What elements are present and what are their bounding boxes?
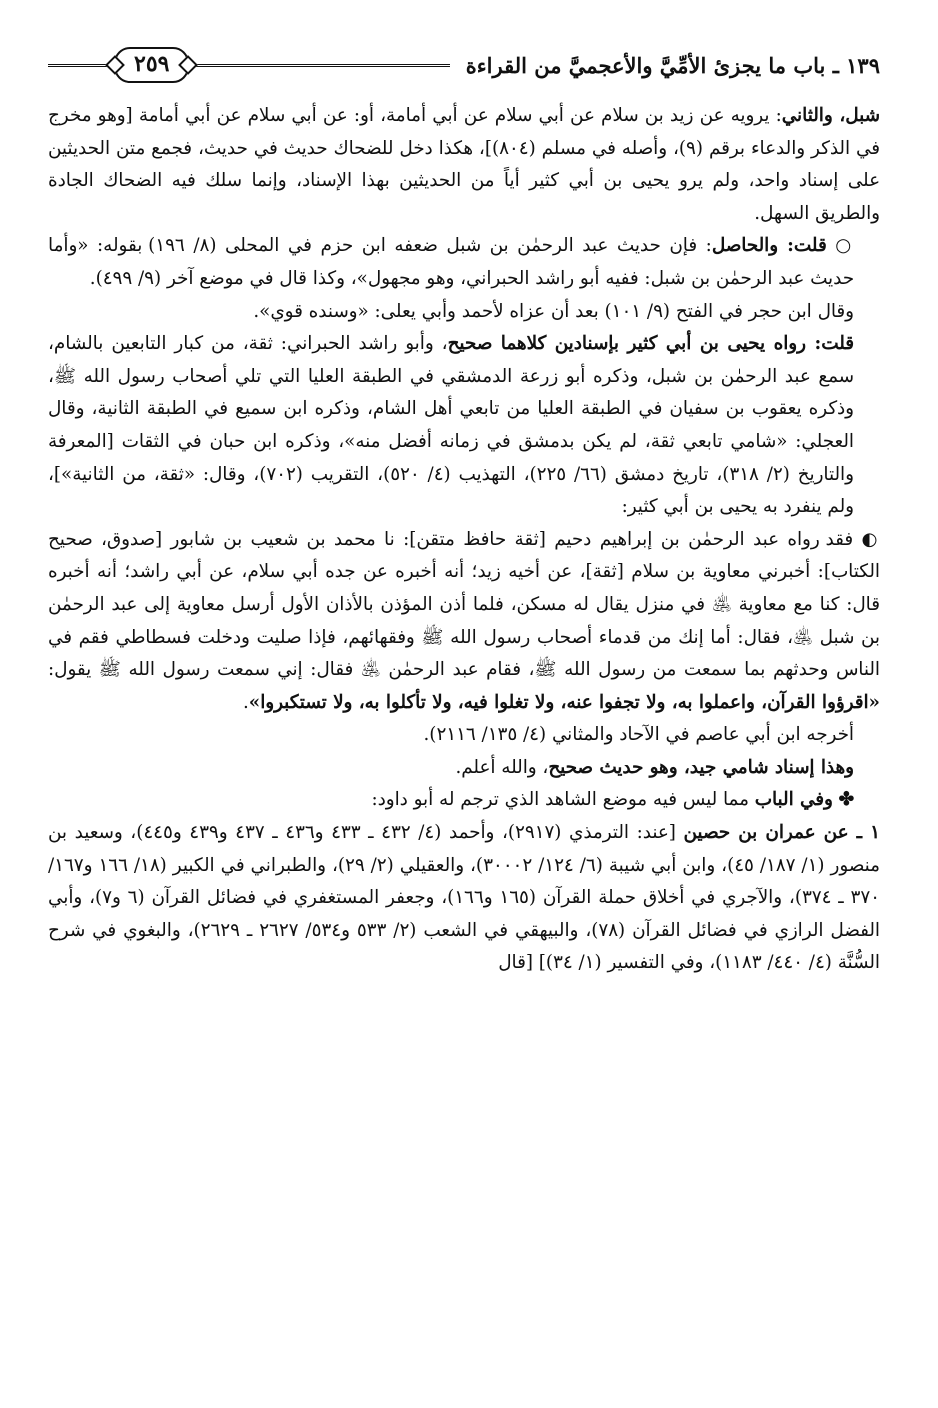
flower-bullet-icon: ✤	[838, 789, 854, 811]
page-number: ٢٥٩	[114, 47, 189, 83]
paragraph-7	[48, 752, 880, 785]
paragraph-5	[48, 524, 880, 720]
page-header	[48, 38, 880, 92]
paragraph-text: ، وأبو راشد الحبراني: ثقة، من كبار التابعين بالشام، سمع عبد الرحمٰن بن شبل، وذكره أبو زرعة الدمشقي في الطبقة العليا التي تلي أصحاب رسول الله ﷺ، وذكره يعقوب بن سفيان في الطبقة العليا من تابعي أهل الشام، وذكره ابن سميع في الطبقة الثانية، وقال العجلي: «شامي تابعي ثقة، لم يكن بدمشق في زمانه أفضل منه»، وذكره ابن حبان في الثقات [المعرفة والتاريخ (٢/ ٣١٨)، تاريخ دمشق (٦٦/ ٢٢٥)، التهذيب (٤/ ٥٢٠)، التقريب (٧٠٢)، وقال: «ثقة، من الثانية»]، ولم ينفرد به يحيى بن أبي كثير:	[48, 333, 854, 518]
paragraph-1	[48, 100, 880, 230]
paragraph-4	[48, 328, 880, 524]
header-rule-end	[48, 64, 108, 67]
bold-lead: قلت: والحاصل	[711, 235, 827, 257]
paragraph-text: : فإن حديث عبد الرحمٰن بن شبل ضعفه ابن حزم في المحلى (٨/ ١٩٦) بقوله: «وأما حديث عبد الرحمٰن بن شبل: ففيه أبو راشد الحبراني، وهو مجهول»، وكذا قال في موضع آخر (٩/ ٤٩٩).	[48, 235, 854, 289]
circle-bullet-icon: ○	[835, 235, 854, 257]
paragraph-3	[48, 296, 880, 329]
header-rule	[195, 64, 449, 67]
paragraph-text: مما ليس فيه موضع الشاهد الذي ترجم له أبو داود:	[371, 789, 755, 811]
paragraph-6	[48, 719, 880, 752]
bold-lead: وفي الباب	[754, 789, 833, 811]
chapter-title: ١٣٩ ـ باب ما يجزئ الأمِّيَّ والأعجميَّ من القراءة	[465, 52, 880, 78]
section-bullet-icon: ◐	[861, 528, 880, 550]
paragraph-8	[48, 784, 880, 817]
bold-lead: وهذا إسناد شامي جيد، وهو حديث صحيح	[548, 756, 854, 778]
paragraph-text: وقال ابن حجر في الفتح (٩/ ١٠١) بعد أن عزاه لأحمد وأبي يعلى: «وسنده قوي».	[253, 300, 854, 322]
bold-lead: ١ ـ عن عمران بن حصين	[683, 822, 880, 844]
paragraph-text: فقد رواه عبد الرحمٰن بن إبراهيم دحيم [ثقة حافظ متقن]: نا محمد بن شعيب بن شابور [صدوق، صحيح الكتاب]: أخبرني معاوية بن سلام [ثقة]، عن أخيه زيد؛ أنه أخبره عن جده أبي سلام، عن أبي راشد؛ أنه أخبره قال: كنا مع معاوية ﵁ في منزل يقال له مسكن، فلما أذن المؤذن بالأذان الأول أرسل معاوية إلى عبد الرحمٰن بن شبل ﵁، فقال: أما إنك من قدماء أصحاب رسول الله ﷺ وفقهائهم، فإذا صليت ودخلت فسطاطي فقم في الناس وحدثهم بما سمعت من رسول الله ﷺ، فقام عبد الرحمٰن ﵁ فقال: إني سمعت رسول الله ﷺ يقول:	[48, 528, 880, 681]
page-body	[48, 100, 880, 980]
paragraph-2	[48, 230, 880, 295]
paragraph-9	[48, 817, 880, 980]
paragraph-text: : يرويه عن زيد بن سلام عن أبي سلام عن أبي أمامة، أو: عن أبي سلام عن أبي أمامة [وهو مخرج في الذكر والدعاء برقم (٩)، وأصله في مسلم (٨٠٤)]، هكذا دخل للضحاك حديث في حديث، فجمع متن الحديثين على إسناد واحد، ولم يرو يحيى بن أبي كثير أياً من الحديثين بهذا الإسناد، وإنما سلك فيه الضحاك الجادة والطريق السهل.	[48, 105, 880, 224]
bold-lead: شبل، والثاني	[781, 105, 880, 126]
bold-lead: قلت: رواه يحيى بن أبي كثير بإسنادين كلاهما صحيح	[447, 333, 854, 355]
paragraph-text: ، والله أعلم.	[455, 756, 549, 778]
paragraph-tail: .	[242, 691, 249, 713]
paragraph-text: أخرجه ابن أبي عاصم في الآحاد والمثاني (٤/ ١٣٥/ ٢١١٦).	[423, 724, 854, 746]
hadith-quote: «اقرؤوا القرآن، واعملوا به، ولا تجفوا عنه، ولا تغلوا فيه، ولا تأكلوا به، ولا تستكبروا»	[248, 691, 880, 713]
paragraph-text: [عند: الترمذي (٢٩١٧)، وأحمد (٤/ ٤٣٢ ـ ٤٣٣ و٤٣٦ ـ ٤٣٧ و٤٣٩ و٤٤٥)، وسعيد بن منصور (١/ ١٨٧/ ٤٥)، وابن أبي شيبة (٦/ ١٢٤/ ٣٠٠٠٢)، والعقيلي (٢/ ٢٩)، والطبراني في الكبير (١٨/ ١٦٦ و١٦٧/ ٣٧٠ ـ ٣٧٤)، والآجري في أخلاق حملة القرآن (١٦٥ و١٦٦)، وجعفر المستغفري في فضائل القرآن (٦ و٧)، وأبي الفضل الرازي في فضائل القرآن (٧٨)، والبيهقي في الشعب (٢/ ٥٣٣ و٥٣٤/ ٢٦٢٧ ـ ٢٦٢٩)، والبغوي في شرح السُّنَّة (٤/ ٤٤٠/ ١١٨٣)، وفي التفسير (١/ ٣٤)] [قال	[48, 822, 881, 974]
